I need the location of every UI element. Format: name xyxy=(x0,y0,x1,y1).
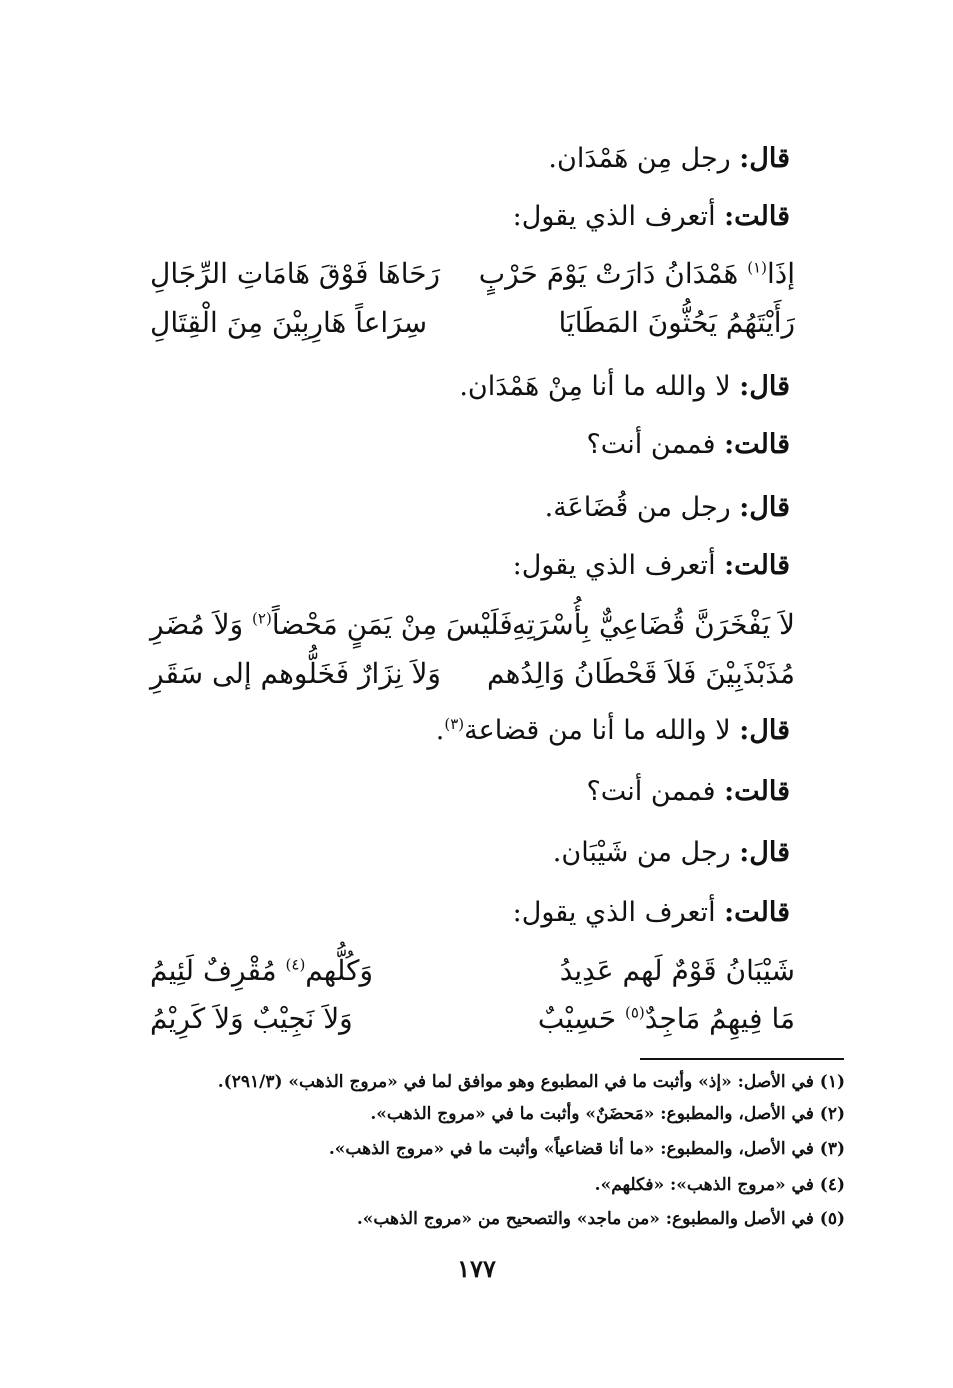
speaker-label: قالت: xyxy=(724,897,790,928)
footnote: (٤) في «مروج الذهب»: «فكلهم». xyxy=(594,1175,845,1195)
verse-first-hemistich: مَا فِيهِمُ مَاجِدٌ$^{(٥)}$ حَسِيْبٌ xyxy=(537,1002,795,1035)
verse-line xyxy=(150,253,795,295)
verse-second-hemistich: وَلاَ نِزَارٌ فَخَلُّوهم إلى سَقَرِ xyxy=(150,657,441,690)
dialogue-line xyxy=(513,546,790,586)
speaker-label: قال: xyxy=(739,143,790,174)
speaker-label: قالت: xyxy=(724,776,790,807)
footnote: (٣) في الأصل، والمطبوع: «ما أنا قضاعياً» وأثبت ما في «مروج الذهب». xyxy=(328,1139,845,1159)
dialogue-line: قال: لا والله ما أنا من قضاعة$^{(٣)}$. xyxy=(435,715,790,746)
verse-first-hemistich: إذَا$^{(١)}$ هَمْدَانُ دَارَتْ يَوْمَ حَرْبٍ xyxy=(478,257,795,290)
verse-line xyxy=(150,998,795,1040)
verse-second-hemistich: رَحَاهَا فَوْقَ هَامَاتِ الرِّجَالِ xyxy=(150,257,441,290)
dialogue-text: فممن أنت؟ xyxy=(586,776,725,807)
dialogue-line xyxy=(586,425,790,465)
dialogue-line xyxy=(553,833,790,873)
verse-line xyxy=(150,950,795,992)
page-number: ١٧٧ xyxy=(457,1254,496,1283)
dialogue-line xyxy=(545,488,790,528)
speaker-label: قالت: xyxy=(724,201,790,232)
dialogue-line xyxy=(586,772,790,812)
verse-second-hemistich: فَلَيْسَ مِنْ يَمَنٍ مَحْضاً$^{(٢)}$ وَلاَ مُضَرِ xyxy=(150,608,513,641)
dialogue-text: فممن أنت؟ xyxy=(586,429,725,460)
footnote-marker: (٤) xyxy=(285,955,306,974)
speaker-label: قال: xyxy=(739,492,790,523)
dialogue-text: لا والله ما أنا مِنْ هَمْدَان. xyxy=(459,371,740,402)
speaker-label: قال: xyxy=(739,837,790,868)
dialogue-text: رجل مِن هَمْدَان. xyxy=(548,143,740,174)
footnote: (١) في الأصل: «إذ» وأثبت ما في المطبوع وهو موافق لما في «مروج الذهب» (٢٩١/٣). xyxy=(217,1072,845,1092)
speaker-label: قالت: xyxy=(724,550,790,581)
footnote: (٥) في الأصل والمطبوع: «من ماجد» والتصحيح من «مروج الذهب». xyxy=(356,1209,845,1229)
footnote-marker: (٣) xyxy=(444,715,465,733)
dialogue-text: لا والله ما أنا من قضاعة xyxy=(464,715,740,746)
verse-first-hemistich: شَيْبَانُ قَوْمٌ لَهم عَدِيدُ xyxy=(559,954,795,987)
verse-line xyxy=(150,604,795,646)
verse-second-hemistich: سِرَاعاً هَارِبِيْنَ مِنَ الْقِتَالِ xyxy=(150,306,428,339)
verse-second-hemistich: وَلاَ نَجِيْبٌ وَلاَ كَرِيْمُ xyxy=(150,1002,353,1035)
speaker-label: قال: xyxy=(739,715,790,746)
verse-first-hemistich: لاَ يَفْخَرَنَّ قُضَاعِيٌّ بِأُسْرَتِهِ xyxy=(512,608,795,641)
footnote-marker: (٥) xyxy=(624,1003,645,1022)
verse-first-hemistich: مُذَبْذَبِيْنَ فَلاَ قَحْطَانُ وَالِدُهم xyxy=(487,657,795,690)
verse-line xyxy=(150,302,795,344)
dialogue-text: رجل من شَيْبَان. xyxy=(552,837,740,868)
dialogue-text: أتعرف الذي يقول: xyxy=(512,201,725,232)
speaker-label: قالت: xyxy=(724,429,790,460)
dialogue-line xyxy=(513,893,790,933)
dialogue-text: رجل من قُضَاعَة. xyxy=(544,492,740,523)
footnote-marker: (١) xyxy=(747,258,767,277)
dialogue-text: أتعرف الذي يقول: xyxy=(512,897,725,928)
verse-first-hemistich: رَأَيْتَهُمُ يَحُثُّونَ المَطَايَا xyxy=(558,306,795,339)
dialogue-text: أتعرف الذي يقول: xyxy=(512,550,725,581)
verse-second-hemistich: وَكُلُّهم$^{(٤)}$ مُقْرِفٌ لَئِيمُ xyxy=(150,954,373,987)
footnote-divider xyxy=(640,1058,844,1060)
footnote: (٢) في الأصل، والمطبوع: «مَحضَنٌ» وأثبت ما في «مروج الذهب». xyxy=(370,1104,845,1124)
speaker-label: قال: xyxy=(739,371,790,402)
dialogue-line xyxy=(548,139,790,179)
verse-line xyxy=(150,653,795,695)
footnote-marker: (٢) xyxy=(252,609,272,628)
dialogue-line xyxy=(459,367,790,407)
dialogue-line xyxy=(513,197,790,237)
